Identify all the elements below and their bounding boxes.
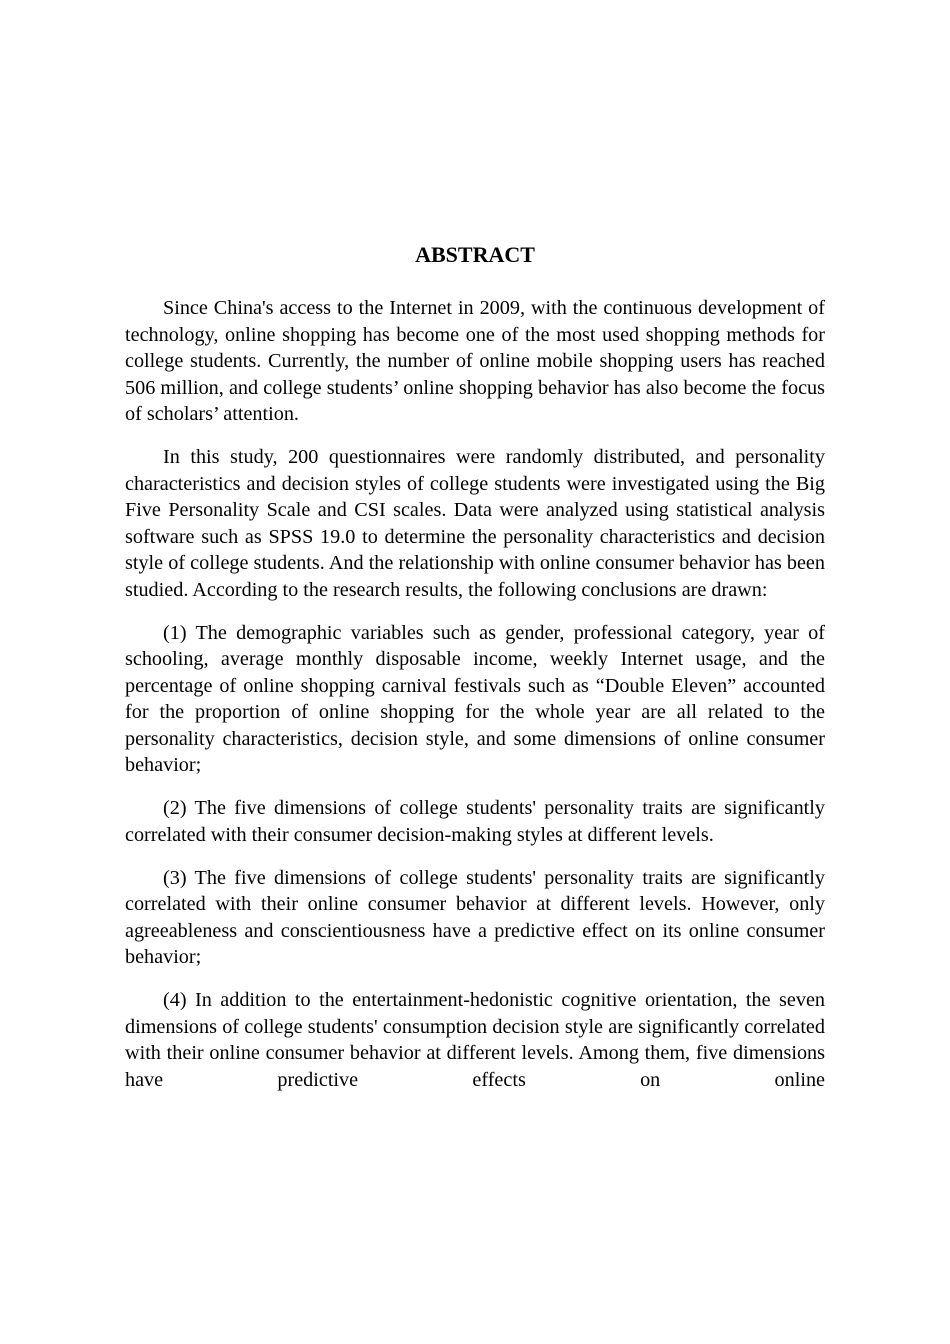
paragraph-conclusion-1: (1) The demographic variables such as gender, professional category, year of schooling, average monthly disposable income, weekly Internet usage, and the percentage of online shopping carnival festivals such as “Double Eleven” accounted for the proportion of online shopping for the whole year are all related to the personality characteristics, decision style, and some dimensions of online consumer behavior;	[125, 621, 825, 776]
paragraph-methods: In this study, 200 questionnaires were randomly distributed, and personality characteristics and decision styles of college students were investigated using the Big Five Personality Scale and CSI scales. Data were analyzed using statistical analysis software such as SPSS 19.0 to determine the personality characteristics and decision style of college students. And the relationship with online consumer behavior has been studied. According to the research results, the following conclusions are drawn:	[125, 446, 825, 601]
abstract-heading: ABSTRACT	[415, 242, 535, 267]
paragraph-intro: Since China's access to the Internet in 2009, with the continuous development of technology, online shopping has become one of the most used shopping methods for college students. Currently, the number of online mobile shopping users has reached 506 million, and college students’ online shopping behavior has also become the focus of scholars’ attention.	[125, 297, 825, 425]
paragraph-conclusion-3: (3) The five dimensions of college students' personality traits are significantly correlated with their online consumer behavior at different levels. However, only agreeableness and conscientiousness have a predictive effect on its online consumer behavior;	[125, 866, 825, 968]
abstract-body	[125, 295, 825, 1110]
paragraph-conclusion-4: (4) In addition to the entertainment-hedonistic cognitive orientation, the seven dimensions of college students' consumption decision style are significantly correlated with their online consumer behavior at different levels. Among them, five dimensions have predictive effects on online	[125, 989, 825, 1091]
paragraph-conclusion-2: (2) The five dimensions of college students' personality traits are significantly correlated with their consumer decision-making styles at different levels.	[125, 797, 825, 846]
